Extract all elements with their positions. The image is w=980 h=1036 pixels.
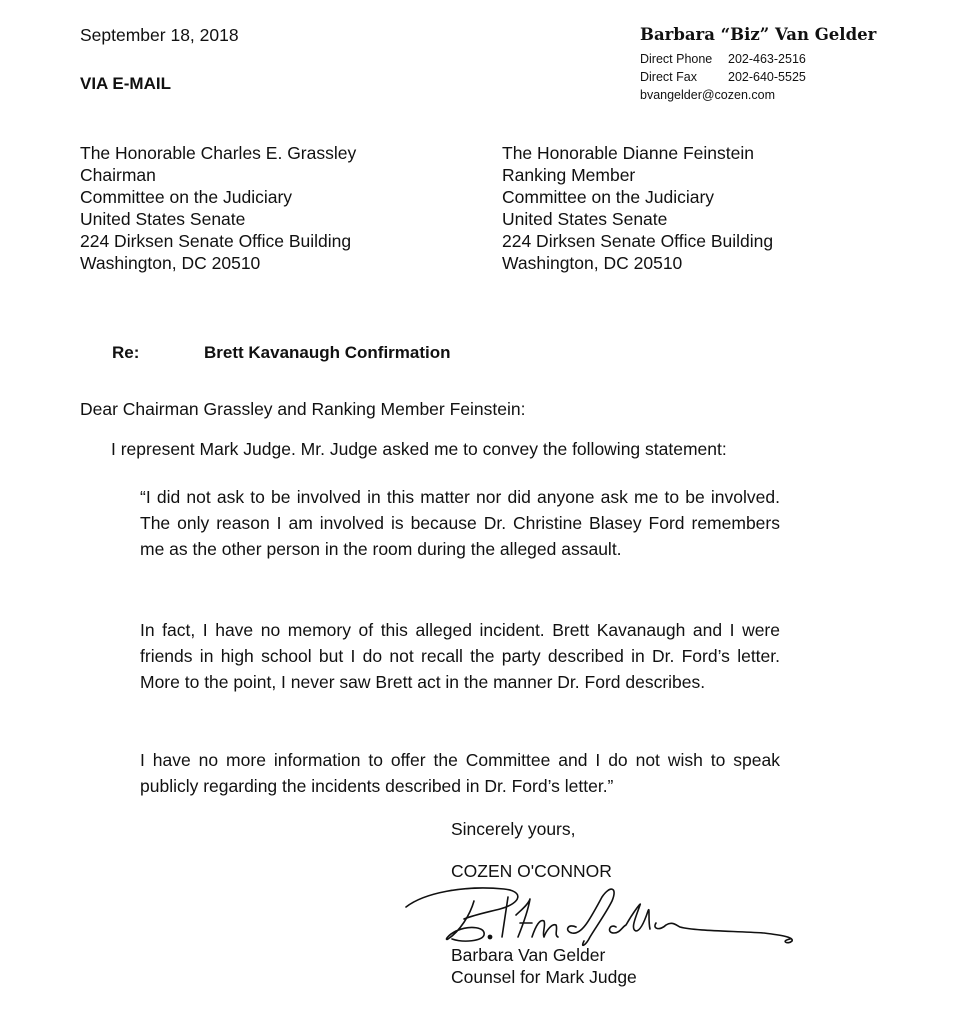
- recipient-name: The Honorable Dianne Feinstein: [502, 143, 754, 163]
- salutation: Dear Chairman Grassley and Ranking Member Feinstein:: [80, 399, 526, 419]
- phone-label: Direct Phone: [640, 52, 713, 66]
- sender-contact: [640, 50, 970, 104]
- fax-number: 202-640-5525: [728, 70, 806, 84]
- recipient-body: United States Senate: [80, 209, 246, 229]
- quote-paragraph-1: “I did not ask to be involved in this matter nor did anyone ask me to be involved. The only reason I am involved is because Dr. Christine Blasey Ford remembers me as the other person in the room during the alleged assault.: [140, 487, 780, 559]
- signer-title: Counsel for Mark Judge: [451, 967, 637, 987]
- recipient-city: Washington, DC 20510: [80, 253, 261, 273]
- complimentary-close: Sincerely yours,: [451, 819, 576, 839]
- fax-row: [640, 68, 970, 86]
- recipient-name: The Honorable Charles E. Grassley: [80, 143, 357, 163]
- quote-paragraph-2: In fact, I have no memory of this alleged incident. Brett Kavanaugh and I were friends in high school but I do not recall the party described in Dr. Ford’s letter. More to the point, I never saw Brett act in the manner Dr. Ford describes.: [140, 620, 780, 692]
- phone-number: 202-463-2516: [728, 52, 806, 66]
- phone-row: [640, 50, 970, 68]
- sender-name: Barbara “Biz” Van Gelder: [640, 25, 877, 44]
- recipient-city: Washington, DC 20510: [502, 253, 683, 273]
- recipient-committee: Committee on the Judiciary: [502, 187, 715, 207]
- firm-name: COZEN O'CONNOR: [451, 861, 612, 881]
- recipient-role: Ranking Member: [502, 165, 636, 185]
- re-subject: Brett Kavanaugh Confirmation: [204, 343, 451, 362]
- email-address: bvangelder@cozen.com: [640, 88, 775, 102]
- re-label: Re:: [112, 343, 140, 362]
- intro-paragraph: I represent Mark Judge. Mr. Judge asked me to convey the following statement:: [111, 439, 727, 459]
- recipient-building: 224 Dirksen Senate Office Building: [80, 231, 352, 251]
- letter-date: September 18, 2018: [80, 25, 239, 45]
- recipient-address-grassley: [80, 142, 356, 274]
- quote-paragraph-3: I have no more information to offer the Committee and I do not wish to speak publicly regarding the incidents described in Dr. Ford’s letter.”: [140, 750, 780, 796]
- delivery-method: VIA E-MAIL: [80, 74, 171, 93]
- recipient-building: 224 Dirksen Senate Office Building: [502, 231, 774, 251]
- recipient-body: United States Senate: [502, 209, 668, 229]
- recipient-role: Chairman: [80, 165, 156, 185]
- recipient-address-feinstein: [502, 142, 773, 274]
- sender-block: [640, 24, 970, 104]
- recipient-committee: Committee on the Judiciary: [80, 187, 293, 207]
- fax-label: Direct Fax: [640, 70, 697, 84]
- email-row: [640, 86, 970, 104]
- signer-name: Barbara Van Gelder: [451, 945, 606, 965]
